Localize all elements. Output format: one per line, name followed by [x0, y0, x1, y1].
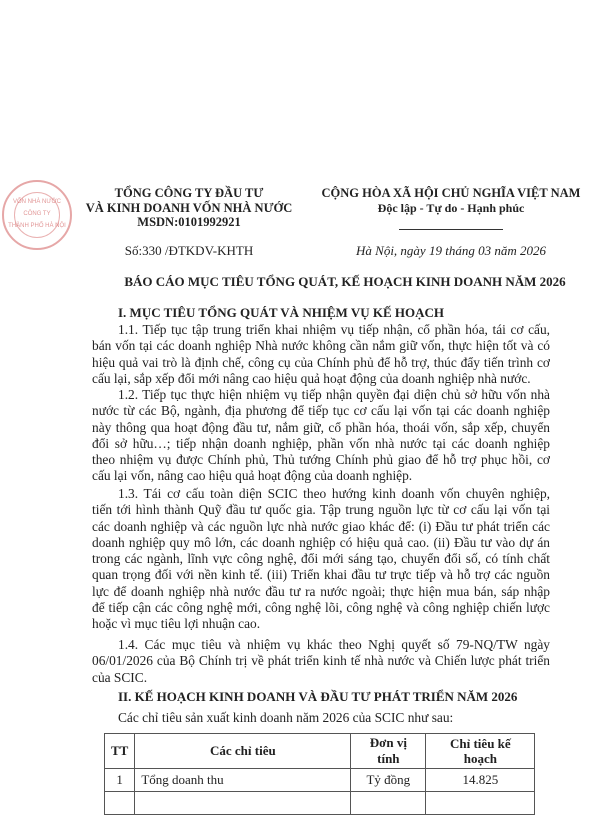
paragraph-1-2	[92, 387, 550, 485]
text-line: 06/01/2026 của Bộ Chính trị về phát triển kinh tế nhà nước và Chiến lược phát triển	[92, 653, 550, 669]
tax-code: MSDN:0101992921	[137, 215, 241, 229]
text-line: 1.3. Tái cơ cấu toàn diện SCIC theo hướng kinh doanh vốn chuyên nghiệp,	[118, 486, 550, 501]
section-2-intro: Các chỉ tiêu sản xuất kinh doanh năm 2026 của SCIC như sau:	[118, 710, 454, 725]
seal-text-top: VỐN NHÀ NƯỚC	[13, 199, 61, 205]
paragraph-1-4	[92, 637, 550, 686]
empty-cell	[135, 792, 351, 815]
header-unit: Đơn vị tính	[351, 734, 426, 769]
text-line: cấu lại vốn, nâng cao hiệu quả hoạt động của doanh nghiệp.	[92, 468, 413, 484]
text-line: doanh nghiệp quy mô lớn, các doanh nghiệp có hiệu quả cao. (ii) Đầu tư vào dự án	[92, 534, 550, 550]
motto-underline	[399, 229, 503, 230]
header-plan-target: Chỉ tiêu kế hoạch	[426, 734, 535, 769]
table-header-row	[105, 734, 535, 769]
cell-plan-target: 14.825	[426, 769, 535, 792]
text-line: trong các ngành, lĩnh vực công nghệ, đổi mới sáng tạo, chuyển đổi số, có tính chất	[92, 551, 550, 567]
business-targets-table	[104, 733, 535, 815]
text-line: của SCIC.	[92, 669, 148, 685]
text-line: 1.2. Tiếp tục thực hiện nhiệm vụ tiếp nhận quyền đại diện chủ sở hữu vốn nhà	[118, 387, 550, 402]
text-line: 1.1. Tiếp tục tập trung triển khai nhiệm vụ tiếp nhận, cổ phần hóa, tái cơ cấu,	[118, 322, 550, 337]
nation-name: CỘNG HÒA XÃ HỘI CHỦ NGHĨA VIỆT NAM	[321, 186, 581, 200]
document-number: Số:330 /ĐTKDV-KHTH	[124, 243, 254, 258]
section-2-heading: II. KẾ HOẠCH KINH DOANH VÀ ĐẦU TƯ PHÁT TRIỂN NĂM 2026	[118, 689, 518, 704]
company-seal	[2, 180, 72, 250]
national-motto: Độc lập - Tự do - Hạnh phúc	[377, 200, 525, 215]
text-line: tiến tới hình thành Quỹ đầu tư quốc gia. Tập trung nguồn lực từ cơ cấu lại vốn tại	[92, 502, 550, 518]
national-header	[302, 186, 600, 215]
org-name-line1: TỔNG CÔNG TY ĐẦU TƯ	[114, 186, 264, 200]
seal-text-mid: CÔNG TY	[23, 211, 51, 217]
empty-cell	[105, 792, 135, 815]
text-line: này thông qua hoạt động đầu tư, nắm giữ, cổ phần hóa, thoái vốn, sắp xếp, chuyển	[92, 419, 550, 435]
table-row-partial	[105, 792, 535, 815]
text-line: nước từ các Bộ, ngành, địa phương để tiếp tục cơ cấu lại vốn tại các doanh nghiệp	[92, 403, 550, 419]
text-line: 1.4. Các mục tiêu và nhiệm vụ khác theo Nghị quyết số 79-NQ/TW ngày	[118, 637, 550, 652]
text-line: hoặc vì mục tiêu lợi nhuận cao.	[92, 616, 261, 632]
section-1-heading: I. MỤC TIÊU TỔNG QUÁT VÀ NHIỆM VỤ KẾ HOẠCH	[118, 305, 445, 320]
seal-text-bottom: THÀNH PHỐ HÀ NỘI	[8, 223, 66, 229]
text-line: đổi sở hữu…; tiếp nhận doanh nghiệp, phần vốn nhà nước tại các doanh nghiệp	[92, 435, 550, 451]
document-date: Hà Nội, ngày 19 tháng 03 năm 2026	[356, 243, 546, 258]
empty-cell	[351, 792, 426, 815]
cell-unit: Tỷ đồng	[351, 769, 426, 792]
text-line: lực để doanh nghiệp nhà nước đầu tư ra nước ngoài; thực hiện mua bán, sáp nhập	[92, 583, 550, 599]
header-indicator: Các chỉ tiêu	[135, 734, 351, 769]
text-line: quan trọng đối với nền kinh tế. (iii) Triển khai đầu tư trực tiếp và hỗ trợ các nguồn	[92, 567, 550, 583]
empty-cell	[426, 792, 535, 815]
text-line: bán vốn tại các doanh nghiệp Nhà nước không cần nắm giữ vốn, thực hiện tốt và có	[92, 338, 550, 354]
text-line: cấu lại, sắp xếp đổi mới nâng cao hiệu quả hoạt động của doanh nghiệp nhà nước.	[92, 370, 531, 386]
header-tt: TT	[105, 734, 135, 769]
cell-tt: 1	[105, 769, 135, 792]
text-line: theo nhiệm vụ được Chính phủ, Thủ tướng Chính phủ giao để hỗ trợ phục hồi, cơ	[92, 452, 550, 468]
text-line: hiệu quả vai trò là định chế, công cụ của Chính phủ để hỗ trợ, thúc đẩy tiến trình cơ	[92, 354, 550, 370]
table-row	[105, 769, 535, 792]
paragraph-1-3	[92, 486, 550, 633]
org-name-line2: VÀ KINH DOANH VỐN NHÀ NƯỚC	[85, 200, 293, 215]
paragraph-1-1	[92, 322, 550, 387]
issuer-block	[78, 186, 300, 230]
cell-indicator: Tổng doanh thu	[135, 769, 351, 792]
text-line: để tiếp cận các công nghệ mới, công nghệ lõi, công nghệ và công nghiệp chiến lược	[92, 600, 550, 616]
document-title: BÁO CÁO MỤC TIÊU TỔNG QUÁT, KẾ HOẠCH KINH DOANH NĂM 2026	[124, 274, 566, 289]
text-line: các doanh nghiệp và các nguồn lực nhà nước giao khác để: (i) Đầu tư phát triển các	[92, 518, 550, 534]
